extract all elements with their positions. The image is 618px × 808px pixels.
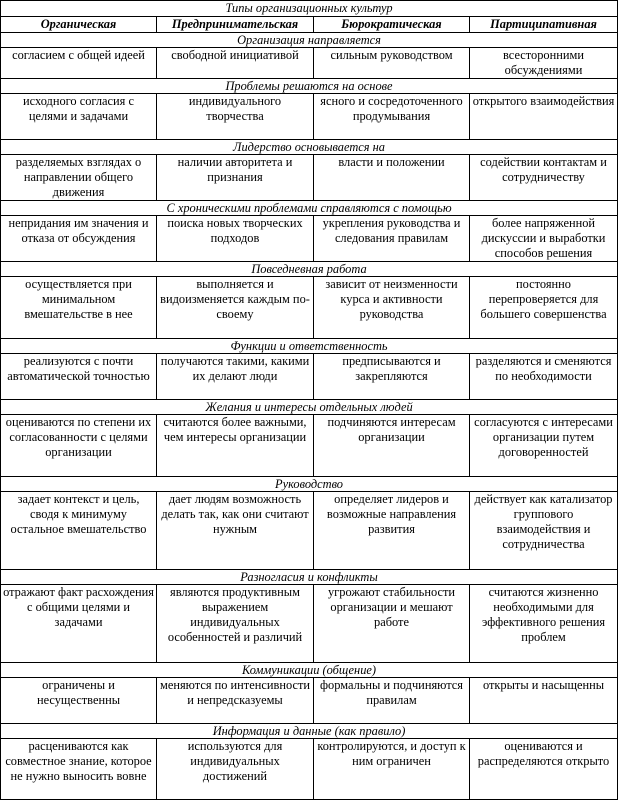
col-participative: Партиципативная	[470, 17, 618, 33]
table-row	[1, 216, 618, 262]
cell-organic: согласием с общей идеей	[1, 48, 157, 79]
cell-bureaucratic: ясного и сосредоточенного продумывания	[314, 94, 470, 140]
cell-bureaucratic: подчиняются интересам организации	[314, 415, 470, 477]
cell-organic: непридания им значения и отказа от обсуждения	[1, 216, 157, 262]
section-title: Разногласия и конфликты	[1, 570, 618, 585]
table-row	[1, 415, 618, 477]
cell-entrepreneurial: получаются такими, какими их делают люди	[157, 354, 314, 400]
cell-bureaucratic: власти и положении	[314, 155, 470, 201]
table-row	[1, 739, 618, 800]
cell-entrepreneurial: свободной инициативой	[157, 48, 314, 79]
cell-participative: постоянно перепроверяется для большего совершенства	[470, 277, 618, 339]
table-row	[1, 277, 618, 339]
cell-organic: задает контекст и цель, сводя к минимуму остальное вмешательство	[1, 492, 157, 570]
cell-organic: расцениваются как совместное знание, которое не нужно выносить вовне	[1, 739, 157, 800]
cell-bureaucratic: контролируются, и доступ к ним ограничен	[314, 739, 470, 800]
section-title: Информация и данные (как правило)	[1, 724, 618, 739]
cell-bureaucratic: формальны и подчиняются правилам	[314, 678, 470, 724]
cell-participative: более напряженной дискуссии и выработки способов решения	[470, 216, 618, 262]
cell-bureaucratic: укрепления руководства и следования правилам	[314, 216, 470, 262]
section-title: Проблемы решаются на основе	[1, 79, 618, 94]
col-entrepreneurial: Предпринимательская	[157, 17, 314, 33]
cell-organic: исходного согласия с целями и задачами	[1, 94, 157, 140]
cell-participative: действует как катализатор группового взаимодействия и сотрудничества	[470, 492, 618, 570]
section-title: С хроническими проблемами справляются с помощью	[1, 201, 618, 216]
col-bureaucratic: Бюрократическая	[314, 17, 470, 33]
table-row	[1, 48, 618, 79]
cell-bureaucratic: предписываются и закрепляются	[314, 354, 470, 400]
table-row	[1, 678, 618, 724]
cell-entrepreneurial: наличии авторитета и признания	[157, 155, 314, 201]
section-title: Коммуникации (общение)	[1, 663, 618, 678]
cell-organic: отражают факт расхождения с общими целями и задачами	[1, 585, 157, 663]
cell-organic: реализуются с почти автоматической точностью	[1, 354, 157, 400]
cell-participative: разделяются и сменяются по необходимости	[470, 354, 618, 400]
table-row	[1, 492, 618, 570]
cell-participative: оцениваются и распределяются открыто	[470, 739, 618, 800]
section-title: Функции и ответственность	[1, 339, 618, 354]
section-title: Желания и интересы отдельных людей	[1, 400, 618, 415]
cell-organic: осуществляется при минимальном вмешательстве в нее	[1, 277, 157, 339]
col-organic: Органическая	[1, 17, 157, 33]
cell-entrepreneurial: дает людям возможность делать так, как они считают нужным	[157, 492, 314, 570]
section-title: Организация направляется	[1, 33, 618, 48]
cell-participative: считаются жизненно необходимыми для эффективного решения проблем	[470, 585, 618, 663]
cell-entrepreneurial: выполняется и видоизменяется каждым по-своему	[157, 277, 314, 339]
section-title: Лидерство основывается на	[1, 140, 618, 155]
cell-bureaucratic: сильным руководством	[314, 48, 470, 79]
cell-participative: открытого взаимодействия	[470, 94, 618, 140]
cell-organic: ограничены и несущественны	[1, 678, 157, 724]
cell-entrepreneurial: являются продуктивным выражением индивидуальных особенностей и различий	[157, 585, 314, 663]
table-row	[1, 585, 618, 663]
cell-entrepreneurial: считаются более важными, чем интересы организации	[157, 415, 314, 477]
table-row	[1, 94, 618, 140]
table-row	[1, 155, 618, 201]
cell-organic: оцениваются по степени их согласованности с целями организации	[1, 415, 157, 477]
cell-participative: всесторонними обсуждениями	[470, 48, 618, 79]
cell-participative: открыты и насыщенны	[470, 678, 618, 724]
cell-bureaucratic: угрожают стабильности организации и мешают работе	[314, 585, 470, 663]
cell-entrepreneurial: меняются по интенсивности и непредсказуемы	[157, 678, 314, 724]
cell-participative: согласуются с интересами организации путем договоренностей	[470, 415, 618, 477]
cell-bureaucratic: определяет лидеров и возможные направления развития	[314, 492, 470, 570]
cell-entrepreneurial: используются для индивидуальных достижений	[157, 739, 314, 800]
section-title: Руководство	[1, 477, 618, 492]
cell-entrepreneurial: индивидуального творчества	[157, 94, 314, 140]
cell-organic: разделяемых взглядах о направлении общего движения	[1, 155, 157, 201]
cell-participative: содействии контактам и сотрудничеству	[470, 155, 618, 201]
cell-bureaucratic: зависит от неизменности курса и активности руководства	[314, 277, 470, 339]
table-row	[1, 354, 618, 400]
cell-entrepreneurial: поиска новых творческих подходов	[157, 216, 314, 262]
table-title: Типы организационных культур	[1, 1, 618, 17]
section-title: Повседневная работа	[1, 262, 618, 277]
